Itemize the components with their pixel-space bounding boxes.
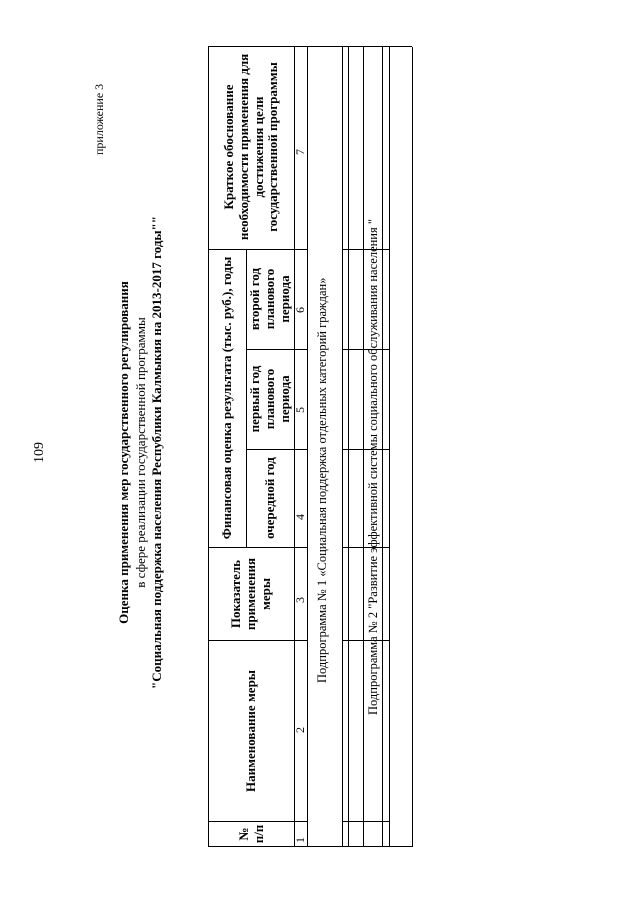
document-title-line-1: Оценка применения мер государственного регулирования — [116, 281, 131, 624]
section-subprogram-1: Подпрограмма № 1 «Социальная поддержка отдельных категорий граждан» — [315, 277, 329, 683]
column-number-7: 7 — [293, 149, 307, 155]
header-financial: Финансовая оценка результата (тыс. руб.), годы — [219, 256, 235, 540]
header-next-year: очередной год — [262, 457, 278, 539]
column-number-5: 5 — [293, 407, 307, 413]
header-indicator: Показатель применения меры — [228, 557, 273, 631]
header-first-plan-year: первый год планового периода — [247, 365, 292, 433]
column-number-6: 6 — [293, 307, 307, 313]
header-measure-name: Наименование меры — [243, 670, 259, 792]
column-number-3: 3 — [293, 597, 307, 603]
column-number-1: 1 — [293, 837, 307, 843]
page-number: 109 — [32, 442, 47, 463]
document-title-line-3: "Социальная поддержка населения Республики Калмыкия на 2013-2017 годы"" — [149, 216, 164, 689]
appendix-label: приложение 3 — [92, 83, 106, 155]
column-number-4: 4 — [293, 514, 307, 520]
document-title-line-2: в сфере реализации государственной программы — [133, 317, 148, 588]
header-justification: Краткое обоснование необходимости применения для достижения цели государственной программы — [220, 53, 281, 241]
header-second-plan-year: второй год планового периода — [247, 267, 292, 331]
section-subprogram-2: Подпрограмма № 2 "Развитие эффективной системы социального обслуживания населения " — [366, 219, 380, 715]
header-num: № п/п — [235, 824, 266, 844]
column-number-2: 2 — [293, 727, 307, 733]
